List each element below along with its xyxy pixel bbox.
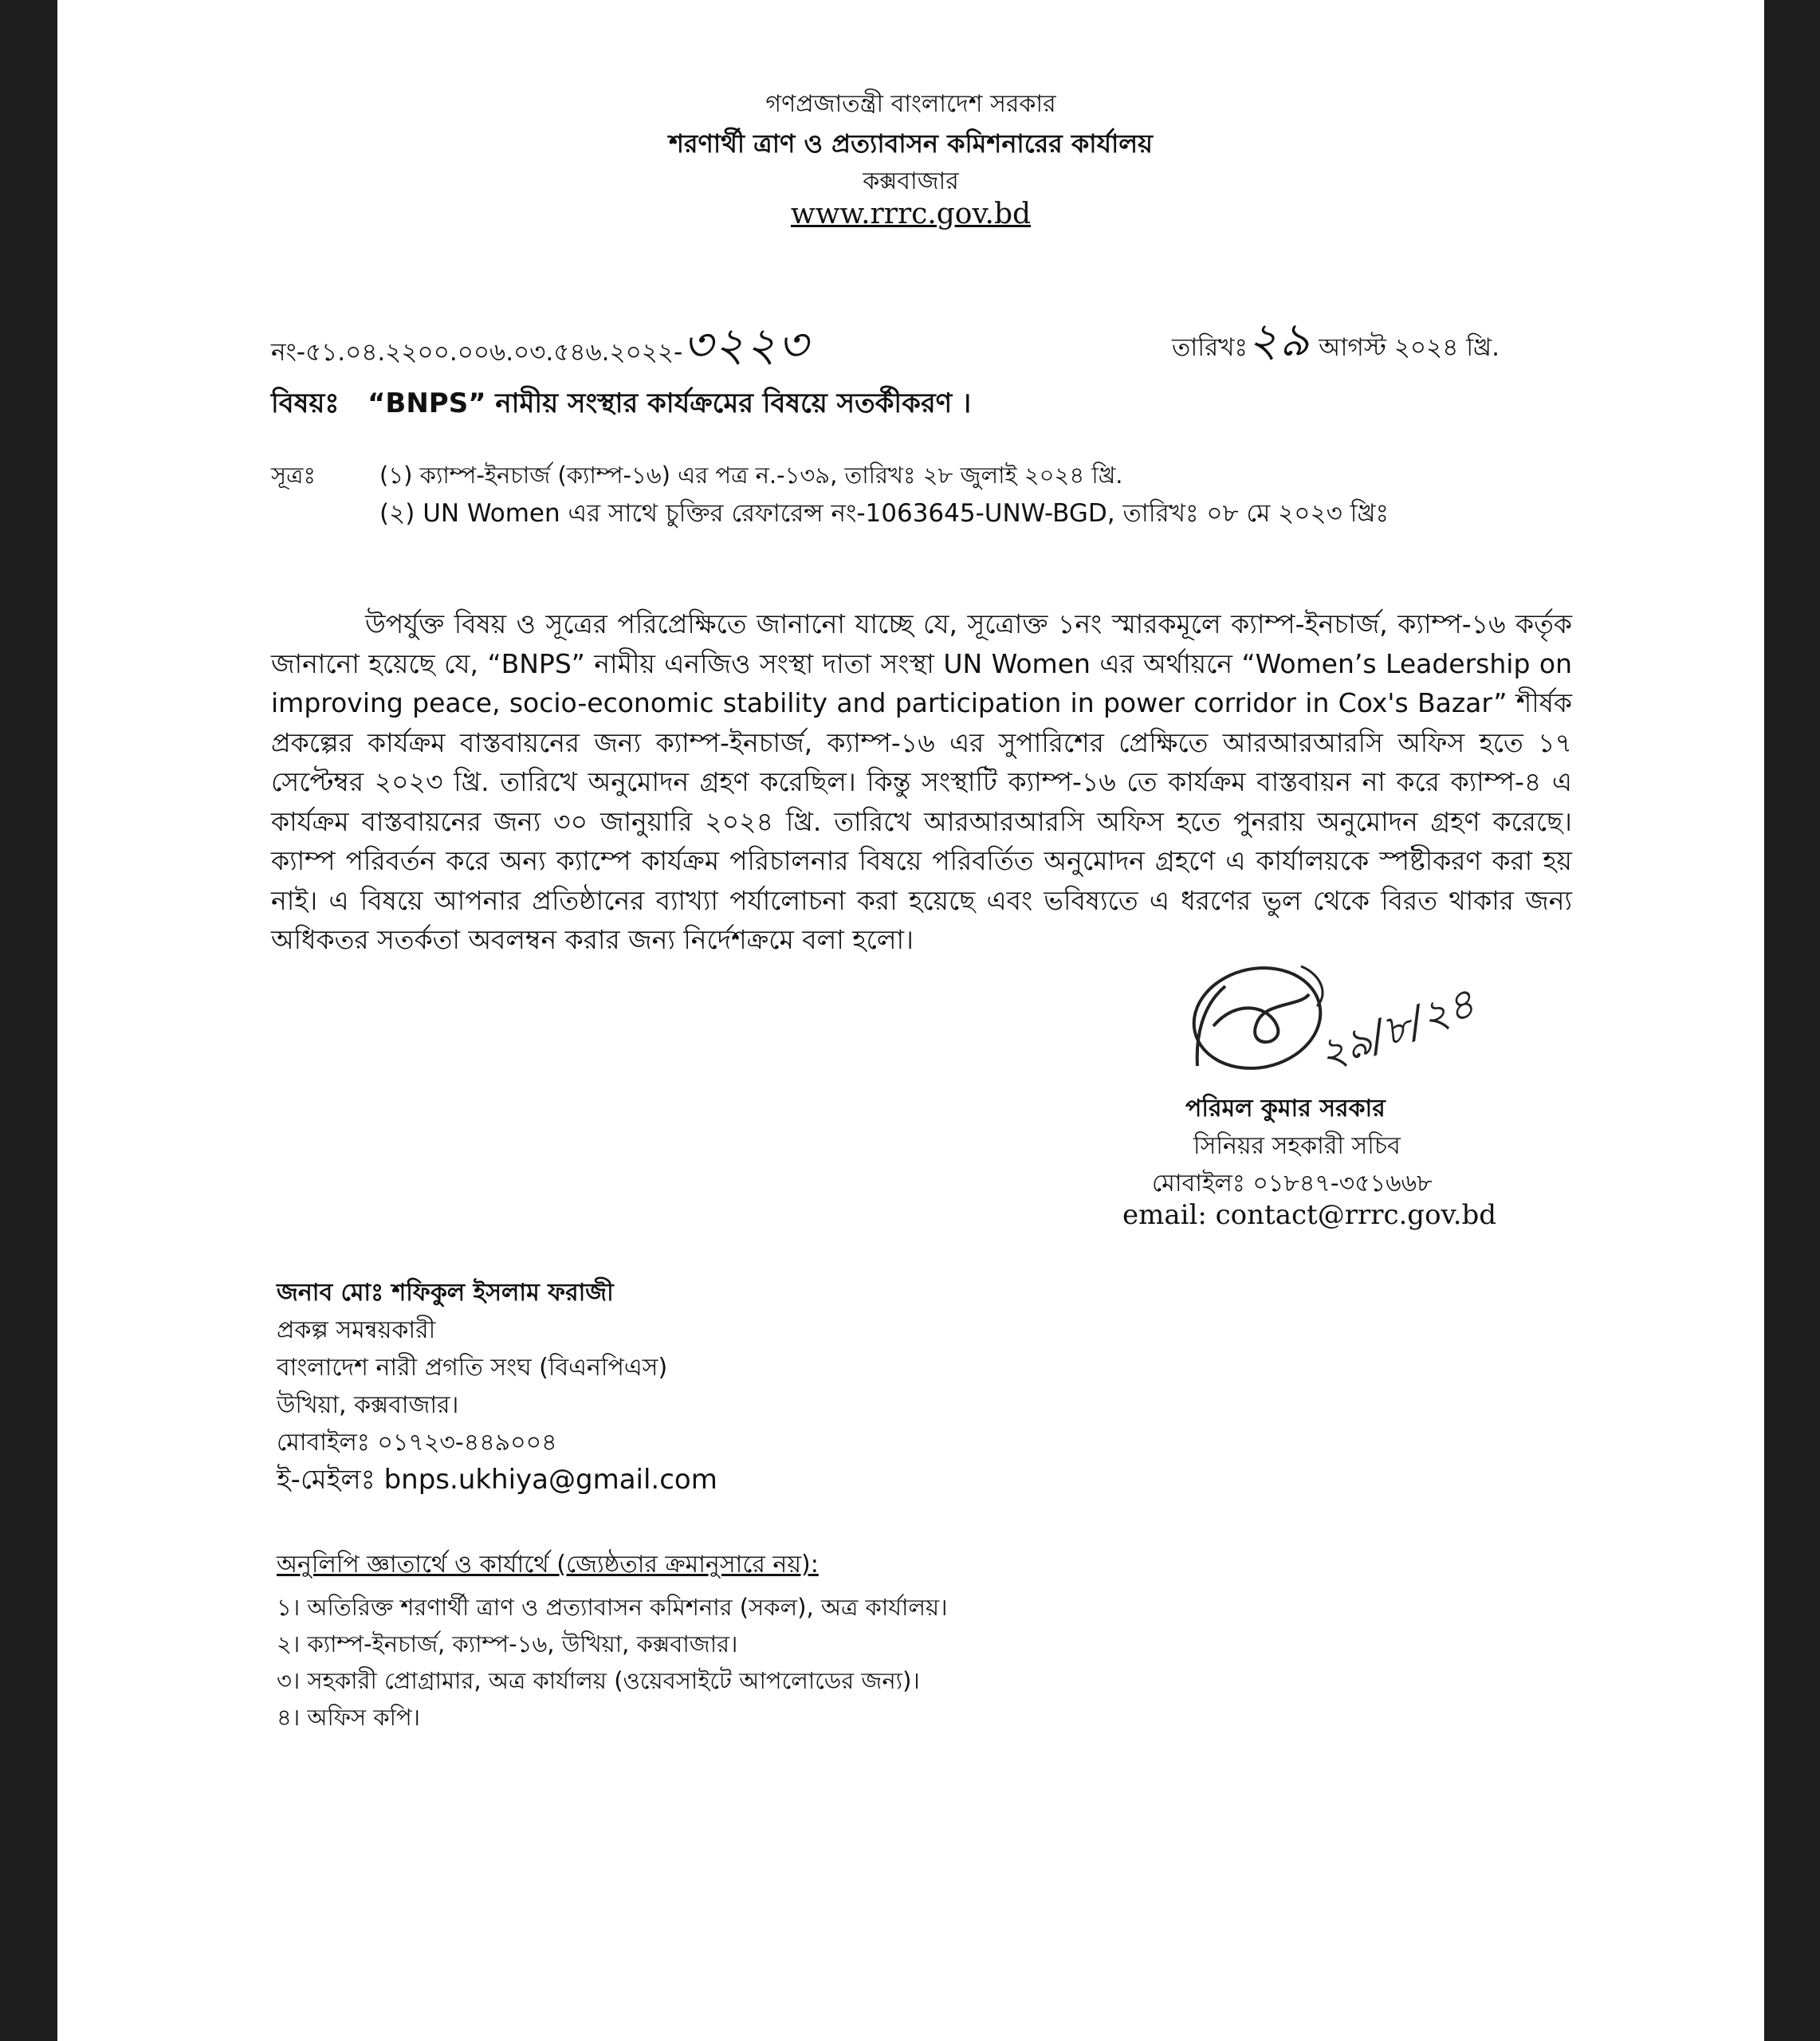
memo-ref-prefix: নং-৫১.০৪.২২০০.০০৬.০৩.৫৪৬.২০২২- [271, 338, 683, 367]
document-page [57, 0, 1764, 2041]
recipient-address: উখিয়া, কক্সবাজার। [277, 1391, 459, 1419]
subject-line [271, 383, 971, 428]
signatory-email: email: contact@rrrc.gov.bd [1122, 1199, 1497, 1231]
date-handwritten-day: ২৯ [1248, 313, 1311, 367]
header-location: কক্সবাজার [863, 167, 959, 195]
subject-label: বিষয়ঃ [271, 387, 340, 419]
source-item-1: (১) ক্যাম্প-ইনচার্জ (ক্যাম্প-১৬) এর পত্র ন.-১৩৯, তারিখঃ ২৮ জুলাই ২০২৪ খ্রি. [379, 462, 1123, 489]
header-website-link[interactable]: www.rrrc.gov.bd [790, 198, 1032, 230]
sources-label: সূত্রঃ [271, 462, 316, 489]
recipient-email: ই-মেইলঃ bnps.ukhiya@gmail.com [277, 1464, 717, 1496]
source-item-2: (২) UN Women এর সাথে চুক্তির রেফারেন্স নং-1063645-UNW-BGD, তারিখঃ ০৮ মে ২০২৩ খ্রিঃ [379, 499, 1390, 528]
scan-border-left [0, 0, 57, 2041]
scan-border-right [1764, 0, 1820, 2041]
list-item: ৪। অফিস কপি। [277, 1704, 421, 1731]
memo-date [1172, 305, 1500, 382]
copy-to-title: অনুলিপি জ্ঞাতার্থে ও কার্যার্থে (জ্যেষ্ঠতার ক্রমানুসারে নয়): [277, 1551, 819, 1579]
handwritten-signature [1181, 950, 1516, 1110]
header-office: শরণার্থী ত্রাণ ও প্রত্যাবাসন কমিশনারের কার্যালয় [669, 128, 1153, 159]
signature-date-mark: ২৯/৮/২৪ [1311, 979, 1482, 1080]
signatory-name: পরিমল কুমার সরকার [1185, 1095, 1386, 1123]
list-item: ২। ক্যাম্প-ইনচার্জ, ক্যাম্প-১৬, উখিয়া, কক্সবাজার। [277, 1630, 738, 1658]
signatory-mobile: মোবাইলঃ ০১৮৪৭-৩৫১৬৬৮ [1152, 1170, 1433, 1197]
list-item: ১। অতিরিক্ত শরণার্থী ত্রাণ ও প্রত্যাবাসন কমিশনার (সকল), অত্র কার্যালয়। [277, 1594, 948, 1621]
recipient-block [277, 1274, 717, 1499]
copy-to-list [277, 1589, 947, 1736]
recipient-designation: প্রকল্প সমন্বয়কারী [277, 1316, 436, 1344]
recipient-organization: বাংলাদেশ নারী প্রগতি সংঘ (বিএনপিএস) [277, 1354, 668, 1382]
memo-reference-number [271, 309, 809, 387]
recipient-name: জনাব মোঃ শফিকুল ইসলাম ফরাজী [277, 1279, 614, 1307]
subject-text: “BNPS” নামীয় সংস্থার কার্যক্রমের বিষয়ে সতর্কীকরণ । [368, 387, 972, 419]
date-rest: আগস্ট ২০২৪ খ্রি. [1319, 333, 1500, 362]
memo-ref-handwritten: ৩২২৩ [682, 317, 810, 372]
body-paragraph: উপর্যুক্ত বিষয় ও সূত্রের পরিপ্রেক্ষিতে জানানো যাচ্ছে যে, সূত্রোক্ত ১নং স্মারকমূলে ক্যাম্প-ইনচার্জ, ক্যাম্প-১৬ কর্তৃক জানানো হয়েছে যে, “BNPS” নামীয় এনজিও সংস্থা দাতা সংস্থা UN Women এর অর্থায়নে “Women’s Leadership on improving peace, socio-economic stability and participation in power corridor in Cox's Bazar” শীর্ষক প্রকল্পের কার্যক্রম বাস্তবায়নের জন্য ক্যাম্প-ইনচার্জ, ক্যাম্প-১৬ এর সুপারিশের প্রেক্ষিতে আরআরআরসি অফিস হতে ১৭ সেপ্টেম্বর ২০২৩ খ্রি. তারিখে অনুমোদন গ্রহণ করেছিল। কিন্তু সংস্থাটি ক্যাম্প-১৬ তে কার্যক্রম বাস্তবায়ন না করে ক্যাম্প-৪ এ কার্যক্রম বাস্তবায়নের জন্য ৩০ জানুয়ারি ২০২৪ খ্রি. তারিখে আরআরআরসি অফিস হতে পুনরায় অনুমোদন গ্রহণ করেছে। ক্যাম্প পরিবর্তন করে অন্য ক্যাম্পে কার্যক্রম পরিচালনার বিষয়ে পরিবর্তিত অনুমোদন গ্রহণে এ কার্যালয়কে স্পষ্টীকরণ করা হয় নাই। এ বিষয়ে আপনার প্রতিষ্ঠানের ব্যাখ্যা পর্যালোচনা করা হয়েছে এবং ভবিষ্যতে এ ধরণের ভুল থেকে বিরত থাকার জন্য অধিকতর সতর্কতা অবলম্বন করার জন্য নির্দেশক্রমে বলা হলো। [271, 608, 1572, 955]
header-government: গণপ্রজাতন্ত্রী বাংলাদেশ সরকার [765, 90, 1056, 118]
date-label: তারিখঃ [1172, 333, 1248, 362]
recipient-mobile: মোবাইলঃ ০১৭২৩-৪৪৯০০৪ [277, 1429, 557, 1457]
list-item: ৩। সহকারী প্রোগ্রামার, অত্র কার্যালয় (ওয়েবসাইটে আপলোডের জন্য)। [277, 1667, 920, 1694]
signatory-designation: সিনিয়র সহকারী সচিব [1193, 1132, 1401, 1160]
